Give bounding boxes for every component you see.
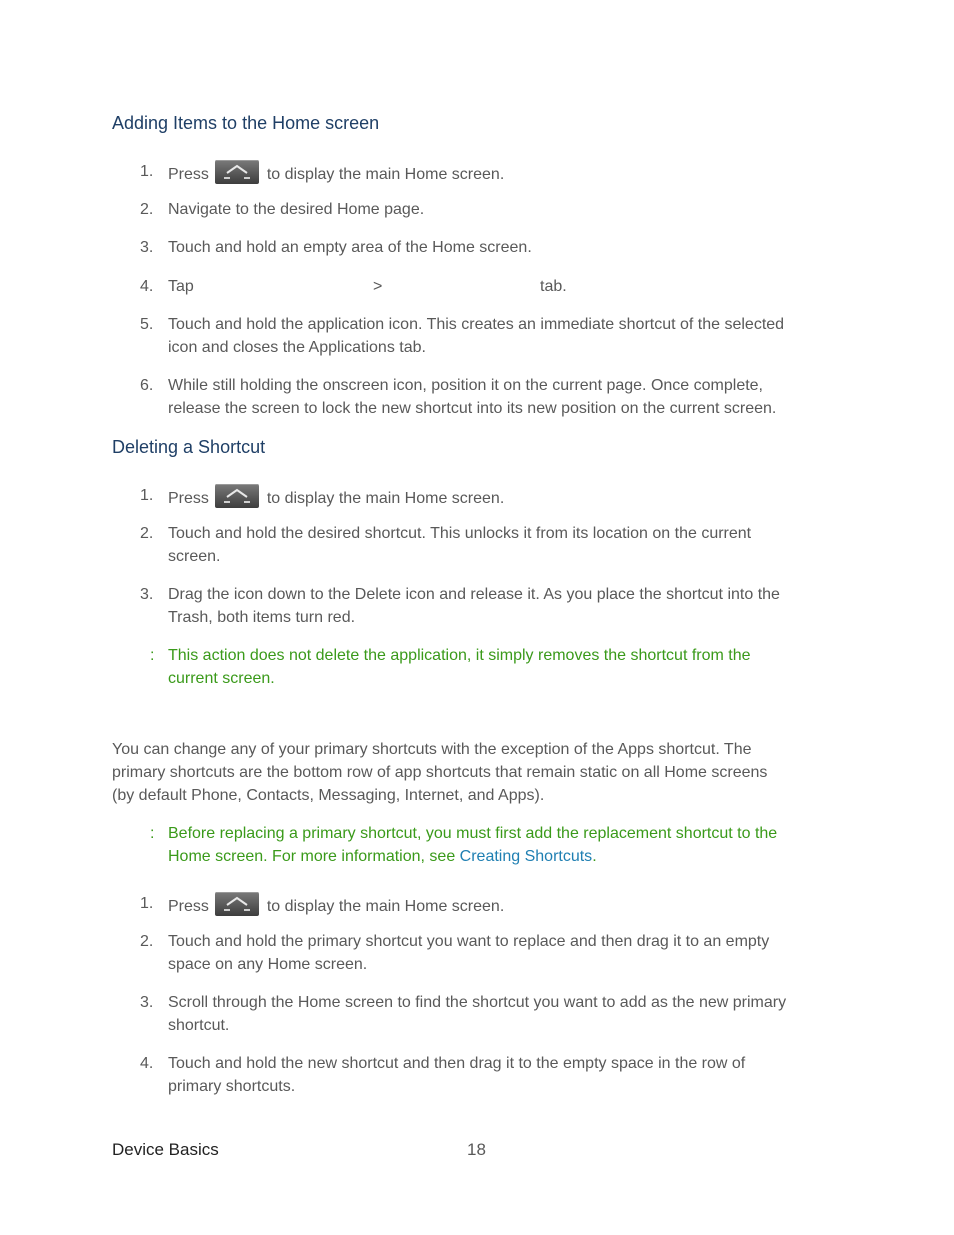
step-text: Press to display the main Home screen. [168,484,838,510]
section-heading-adding-items: Adding Items to the Home screen [112,113,380,133]
note-marker: : [150,825,155,842]
step-number: 1. [140,163,154,180]
step-text: Scroll through the Home screen to find the shortcut you want to add as the new primary shortcut. [168,994,787,1034]
step-text: Touch and hold the desired shortcut. This unlocks it from its location on the current screen. [168,525,752,565]
step-number: 2. [140,933,154,950]
footer-page-number: 18 [467,1140,486,1159]
step-number: 4. [140,1055,154,1072]
step-number: 3. [140,994,154,1011]
step-text: Drag the icon down to the Delete icon and release it. As you place the shortcut into the Trash, both items turn red. [168,586,780,626]
step-number: 5. [140,316,154,333]
step-number: 1. [140,487,154,504]
step-number: 2. [140,201,154,218]
step-number: 2. [140,525,154,542]
step-text: Touch and hold an empty area of the Home screen. [168,239,532,256]
step-text: While still holding the onscreen icon, position it on the current page. Once complete, release the screen to lock the new shortcut into its new position on the current screen. [168,377,777,417]
home-key-icon [215,160,259,184]
step-number: 3. [140,239,154,256]
step-number: 1. [140,895,154,912]
step-number: 4. [140,278,154,295]
step-text: Navigate to the desired Home page. [168,201,425,218]
home-key-icon [215,892,259,916]
creating-shortcuts-link[interactable]: Creating Shortcuts [459,848,593,865]
step-text: Touch and hold the primary shortcut you want to replace and then drag it to an empty space on any Home screen. [168,933,770,973]
step-number: 6. [140,377,154,394]
step-text: Touch and hold the application icon. This creates an immediate shortcut of the selected icon and closes the Applications tab. [168,316,785,356]
step-text: Press to display the main Home screen. [168,892,838,918]
step-text: Tap > tab. [168,278,567,295]
note-text: Before replacing a primary shortcut, you must first add the replacement shortcut to the Home screen. For more information, see Creating Shortcuts. [168,825,778,865]
section-heading-deleting-shortcut: Deleting a Shortcut [112,437,266,457]
body-paragraph: You can change any of your primary shortcuts with the exception of the Apps shortcut. The primary shortcuts are the bottom row of app shortcuts that remain static on all Home screens (by default Phone, Contacts, Messaging, Internet, and Apps). [112,741,768,804]
step-text: Press to display the main Home screen. [168,160,838,186]
footer-section-name: Device Basics [112,1140,219,1159]
note-text: This action does not delete the application, it simply removes the shortcut from the current screen. [168,647,751,687]
step-text: Touch and hold the new shortcut and then drag it to the empty space in the row of primary shortcuts. [168,1055,746,1095]
home-key-icon [215,484,259,508]
note-marker: : [150,647,155,664]
step-number: 3. [140,586,154,603]
